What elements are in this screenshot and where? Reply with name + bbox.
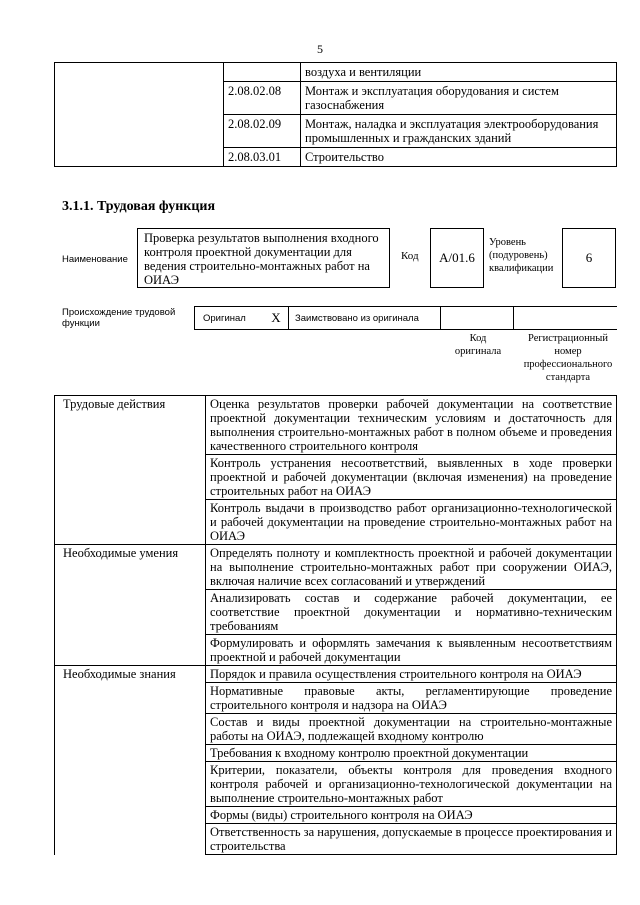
action-item: Контроль выдачи в производство работ организационно-технологической и рабочей документации на проведение строительно-монтажных работ на ОИАЭ xyxy=(206,500,617,545)
knowledge-item: Критерии, показатели, объекты контроля для проведения входного контроля рабочей и организационно-технологической документации на выполнение строительно-монтажных работ xyxy=(206,762,617,807)
knowledge-item: Порядок и правила осуществления строительного контроля на ОИАЭ xyxy=(206,666,617,683)
knowledge-item: Состав и виды проектной документации на строительно-монтажные работы на ОИАЭ, подлежащей входному контролю xyxy=(206,714,617,745)
table-row xyxy=(55,545,617,590)
function-name-box: Проверка результатов выполнения входного контроля проектной документации для ведения строительно-монтажных работ на ОИАЭ xyxy=(137,228,390,288)
borrowed-cell: Заимствовано из оригинала xyxy=(288,307,440,329)
level-label: Уровень (подуровень) квалификации xyxy=(489,237,554,274)
origin-label: Происхождение трудовой функции xyxy=(62,307,176,329)
empty-cell xyxy=(55,63,224,167)
original-cell: Оригинал xyxy=(194,307,264,329)
code-cell xyxy=(224,63,301,82)
code-cell: 2.08.02.08 xyxy=(224,82,301,115)
page-number: 5 xyxy=(317,42,323,56)
section-title: 3.1.1. Трудовая функция xyxy=(62,199,216,214)
code-label: Код xyxy=(401,250,419,262)
code-original-caption: Код оригинала xyxy=(454,333,502,357)
original-mark: X xyxy=(271,310,281,325)
function-code-box: А/01.6 xyxy=(430,228,484,288)
text-cell: воздуха и вентиляции xyxy=(301,63,617,82)
function-level-box: 6 xyxy=(562,228,616,288)
labor-function-table xyxy=(54,395,617,855)
skill-item: Анализировать состав и содержание рабочей документации, ее соответствие проектной документации и нормативно-техническим требованиям xyxy=(206,590,617,635)
knowledge-item: Ответственность за нарушения, допускаемые в процессе проектирования и строительства xyxy=(206,824,617,855)
text-cell: Монтаж и эксплуатация оборудования и систем газоснабжения xyxy=(301,82,617,115)
action-item: Контроль устранения несоответствий, выявленных в ходе проверки проектной и рабочей документации (включая изменения) на проведение строительных работ на ОИАЭ xyxy=(206,455,617,500)
knowledge-item: Формы (виды) строительного контроля на ОИАЭ xyxy=(206,807,617,824)
knowledge-item: Требования к входному контролю проектной документации xyxy=(206,745,617,762)
knowledge-label: Необходимые знания xyxy=(55,666,206,855)
actions-label: Трудовые действия xyxy=(55,396,206,545)
origin-row xyxy=(194,306,617,330)
code-cell: 2.08.03.01 xyxy=(224,148,301,167)
table-row xyxy=(55,666,617,683)
knowledge-item: Нормативные правовые акты, регламентирующие проведение строительного контроля и надзора на ОИАЭ xyxy=(206,683,617,714)
reg-number-caption: Регистрационный номер профессионального стандарта xyxy=(523,333,613,383)
table-row xyxy=(55,396,617,455)
skills-label: Необходимые умения xyxy=(55,545,206,666)
education-table xyxy=(54,62,617,167)
action-item: Оценка результатов проверки рабочей документации на соответствие проектной документации техническим условиям и достаточность для выполнения строительно-монтажных работ в полном объеме и проведения качественного строительного контроля xyxy=(206,396,617,455)
skill-item: Определять полноту и комплектность проектной и рабочей документации на выполнение строительно-монтажных работ при сооружении ОИАЭ, включая наличие всех согласований и утверждений xyxy=(206,545,617,590)
name-label: Наименование xyxy=(62,254,128,265)
text-cell: Монтаж, наладка и эксплуатация электрооборудования промышленных и гражданских зданий xyxy=(301,115,617,148)
text-cell: Строительство xyxy=(301,148,617,167)
skill-item: Формулировать и оформлять замечания к выявленным несоответствиям проектной и рабочей документации xyxy=(206,635,617,666)
code-original-cell xyxy=(440,307,513,329)
table-row xyxy=(55,63,617,82)
code-cell: 2.08.02.09 xyxy=(224,115,301,148)
reg-number-cell xyxy=(513,307,617,329)
